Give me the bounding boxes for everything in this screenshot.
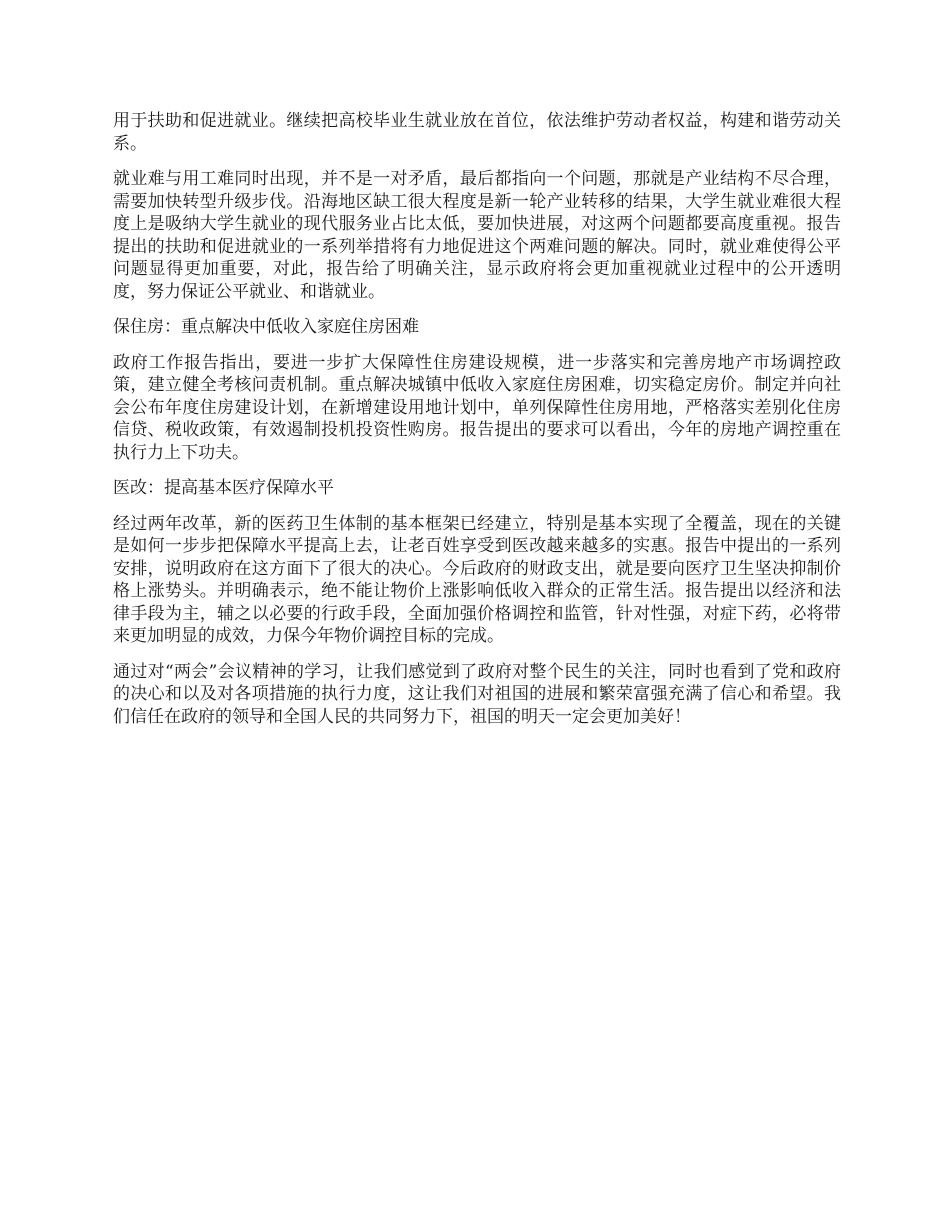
paragraph-employment-support: 用于扶助和促进就业。继续把高校毕业生就业放在首位，依法维护劳动者权益，构建和谐劳动关系。 xyxy=(113,111,841,154)
document-page xyxy=(113,110,841,741)
paragraph-healthcare: 经过两年改革，新的医药卫生体制的基本框架已经建立，特别是基本实现了全覆盖，现在的关键是如何一步步把保障水平提高上去，让老百姓享受到医改越来越多的实惠。报告中提出的一系列安排，说明政府在这方面下了很大的决心。今后政府的财政支出，就是要向医疗卫生坚决抑制价格上涨势头。并明确表示，绝不能让物价上涨影响低收入群众的正常生活。报告提出以经济和法律手段为主，辅之以必要的行政手段，全面加强价格调控和监管，针对性强，对症下药，必将带来更加明显的成效，力保今年物价调控目标的完成。 xyxy=(113,513,841,646)
paragraph-conclusion: 通过对“两会”会议精神的学习，让我们感觉到了政府对整个民生的关注，同时也看到了党和政府的决心和以及对各项措施的执行力度，这让我们对祖国的进展和繁荣富强充满了信心和希望。我们信任在政府的领导和全国人民的共同努力下，祖国的明天一定会更加美好！ xyxy=(113,661,841,727)
paragraph-housing: 政府工作报告指出，要进一步扩大保障性住房建设规模，进一步落实和完善房地产市场调控政策，建立健全考核问责机制。重点解决城镇中低收入家庭住房困难，切实稳定房价。制定并向社会公布年度住房建设计划，在新增建设用地计划中，单列保障性住房用地，严格落实差别化住房信贷、税收政策，有效遏制投机投资性购房。报告提出的要求可以看出，今年的房地产调控重在执行力上下功夫。 xyxy=(113,352,841,463)
heading-healthcare: 医改：提高基本医疗保障水平 xyxy=(113,478,334,498)
heading-housing: 保住房：重点解决中低收入家庭住房困难 xyxy=(113,317,419,337)
paragraph-employment-analysis: 就业难与用工难同时出现，并不是一对矛盾，最后都指向一个问题，那就是产业结构不尽合理，需要加快转型升级步伐。沿海地区缺工很大程度是新一轮产业转移的结果，大学生就业难很大程度上是吸纳大学生就业的现代服务业占比太低，要加快进展，对这两个问题都要高度重视。报告提出的扶助和促进就业的一系列举措将有力地促进这个两难问题的解决。同时，就业难使得公平问题显得更加重要，对此，报告给了明确关注，显示政府将会更加重视就业过程中的公开透明度，努力保证公平就业、和谐就业。 xyxy=(113,169,841,302)
